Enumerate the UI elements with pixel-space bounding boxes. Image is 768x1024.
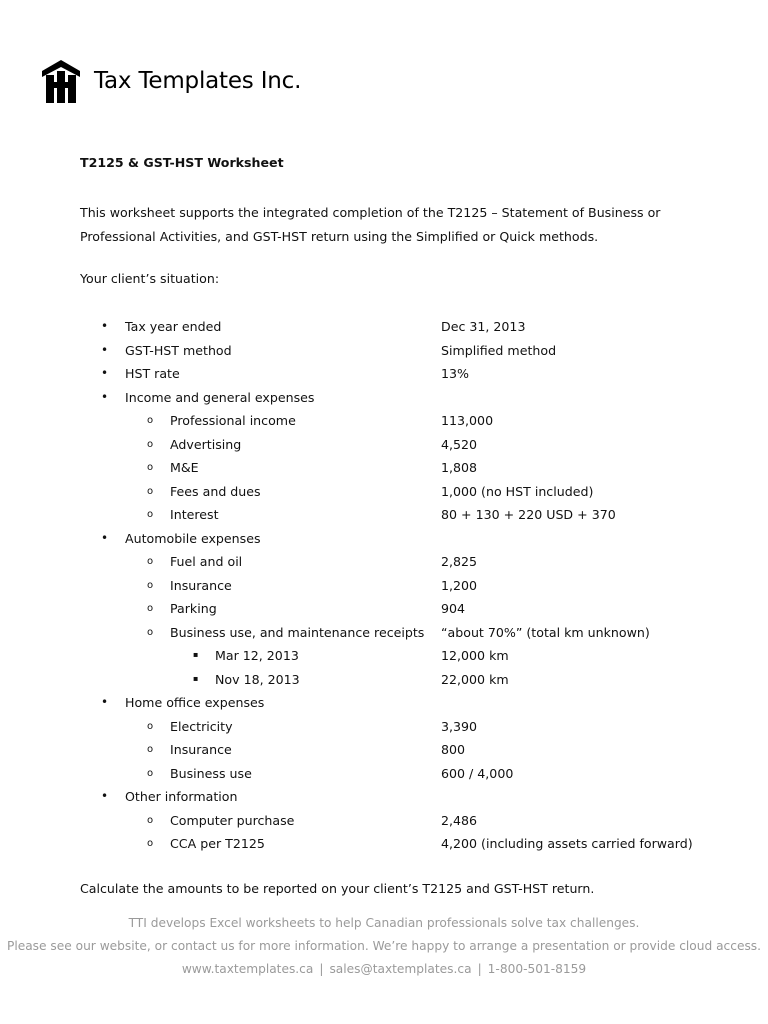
list-item bbox=[0, 504, 768, 528]
item-value: 12,000 km bbox=[441, 648, 509, 663]
footer-separator: | bbox=[477, 962, 482, 976]
item-value: Dec 31, 2013 bbox=[441, 319, 526, 334]
item-label: Mar 12, 2013 bbox=[215, 648, 299, 663]
list-item bbox=[0, 457, 768, 481]
item-label: Income and general expenses bbox=[125, 389, 315, 405]
list-item bbox=[0, 598, 768, 622]
list-item bbox=[0, 645, 768, 669]
item-label: CCA per T2125 bbox=[170, 836, 265, 851]
item-label: Business use bbox=[170, 765, 252, 781]
footer-email: sales@taxtemplates.ca bbox=[329, 962, 472, 976]
list-item bbox=[0, 833, 768, 857]
bullet-icon: o bbox=[147, 462, 154, 473]
item-value: 4,520 bbox=[441, 436, 478, 452]
item-label: Interest bbox=[170, 507, 219, 522]
item-value: 80 + 130 + 220 USD + 370 bbox=[441, 507, 616, 522]
bullet-icon: ▪ bbox=[193, 650, 199, 659]
item-value: 600 / 4,000 bbox=[441, 765, 514, 781]
bullet-icon: o bbox=[147, 767, 154, 779]
item-label: Insurance bbox=[170, 742, 232, 757]
item-value: 1,000 (no HST included) bbox=[441, 483, 594, 499]
item-label: Fees and dues bbox=[170, 483, 261, 499]
list-item bbox=[0, 716, 768, 740]
bullet-icon: o bbox=[147, 415, 154, 426]
list-item bbox=[0, 316, 768, 340]
item-value: 1,200 bbox=[441, 577, 478, 593]
item-value: “about 70%” (total km unknown) bbox=[441, 624, 650, 640]
item-label: Advertising bbox=[170, 436, 242, 452]
item-value: 4,200 (including assets carried forward) bbox=[441, 836, 693, 851]
bullet-icon: o bbox=[147, 579, 154, 591]
tti-logo-icon bbox=[40, 57, 82, 105]
list-item bbox=[0, 363, 768, 387]
item-label: Home office expenses bbox=[125, 695, 265, 710]
item-label: Business use, and maintenance receipts bbox=[170, 624, 425, 640]
footer-tagline: TTI develops Excel worksheets to help Canadian professionals solve tax challenges. bbox=[128, 916, 640, 930]
item-label: Nov 18, 2013 bbox=[215, 671, 300, 687]
footer-website: www.taxtemplates.ca bbox=[181, 962, 314, 976]
footer-contact-line bbox=[0, 962, 768, 976]
list-item bbox=[0, 786, 768, 810]
bullet-icon: • bbox=[101, 366, 109, 380]
item-label: Professional income bbox=[170, 413, 296, 428]
item-label: Electricity bbox=[170, 718, 233, 734]
footer-separator: | bbox=[319, 962, 324, 976]
bullet-icon: o bbox=[147, 603, 154, 614]
list-item bbox=[0, 551, 768, 575]
bullet-icon: o bbox=[147, 838, 154, 849]
item-label: Insurance bbox=[170, 577, 232, 593]
item-value: 3,390 bbox=[441, 718, 478, 734]
list-item bbox=[0, 340, 768, 364]
item-value: 22,000 km bbox=[441, 671, 509, 687]
item-value: 13% bbox=[441, 366, 469, 381]
item-value: 904 bbox=[441, 601, 466, 616]
list-item bbox=[0, 481, 768, 505]
item-value: 1,808 bbox=[441, 460, 478, 475]
situation-label: Your client’s situation: bbox=[80, 271, 220, 286]
item-label: Other information bbox=[125, 789, 238, 804]
list-item bbox=[0, 410, 768, 434]
item-label: Parking bbox=[170, 601, 217, 616]
list-item bbox=[0, 622, 768, 646]
bullet-icon: o bbox=[147, 814, 154, 826]
closing-instruction: Calculate the amounts to be reported on your client’s T2125 and GST-HST return. bbox=[80, 881, 595, 896]
list-item bbox=[0, 575, 768, 599]
bullet-icon: o bbox=[147, 438, 154, 450]
bullet-icon: • bbox=[101, 695, 109, 709]
bullet-icon: • bbox=[101, 342, 109, 357]
item-label: GST-HST method bbox=[125, 342, 232, 358]
item-label: Computer purchase bbox=[170, 812, 295, 828]
bullet-icon: ▪ bbox=[193, 673, 199, 683]
bullet-icon: o bbox=[147, 720, 154, 732]
list-item bbox=[0, 692, 768, 716]
list-item bbox=[0, 739, 768, 763]
item-label: HST rate bbox=[125, 366, 180, 381]
bullet-icon: o bbox=[147, 509, 154, 520]
item-label: Fuel and oil bbox=[170, 554, 243, 569]
bullet-icon: • bbox=[101, 530, 109, 545]
item-label: M&E bbox=[170, 460, 199, 475]
item-value: 2,825 bbox=[441, 554, 478, 569]
bullet-icon: o bbox=[147, 626, 154, 638]
list-item bbox=[0, 387, 768, 411]
item-value: Simplified method bbox=[441, 342, 557, 358]
bullet-icon: o bbox=[147, 485, 154, 497]
list-item bbox=[0, 810, 768, 834]
document-title: T2125 & GST-HST Worksheet bbox=[80, 155, 284, 170]
item-value: 2,486 bbox=[441, 812, 478, 828]
list-item bbox=[0, 434, 768, 458]
bullet-icon: o bbox=[147, 744, 154, 755]
item-value: 113,000 bbox=[441, 413, 494, 428]
list-item bbox=[0, 528, 768, 552]
company-logo bbox=[40, 57, 301, 105]
item-value: 800 bbox=[441, 742, 466, 757]
bullet-icon: • bbox=[101, 389, 109, 404]
bullet-icon: • bbox=[101, 319, 109, 333]
footer-contact-note: Please see our website, or contact us for more information. We’re happy to arrange a presentation or provide cloud access. bbox=[6, 939, 762, 953]
company-name: Tax Templates Inc. bbox=[94, 68, 302, 94]
situation-list bbox=[0, 316, 768, 857]
list-item bbox=[0, 763, 768, 787]
item-label: Automobile expenses bbox=[125, 530, 261, 546]
intro-paragraph: This worksheet supports the integrated completion of the T2125 – Statement of Business or Professional Activities, and GST-HST return using the Simplified or Quick methods. bbox=[80, 205, 661, 244]
list-item bbox=[0, 669, 768, 693]
bullet-icon: • bbox=[101, 789, 109, 803]
bullet-icon: o bbox=[147, 556, 154, 567]
footer-phone: 1-800-501-8159 bbox=[487, 962, 587, 976]
item-label: Tax year ended bbox=[125, 319, 222, 334]
